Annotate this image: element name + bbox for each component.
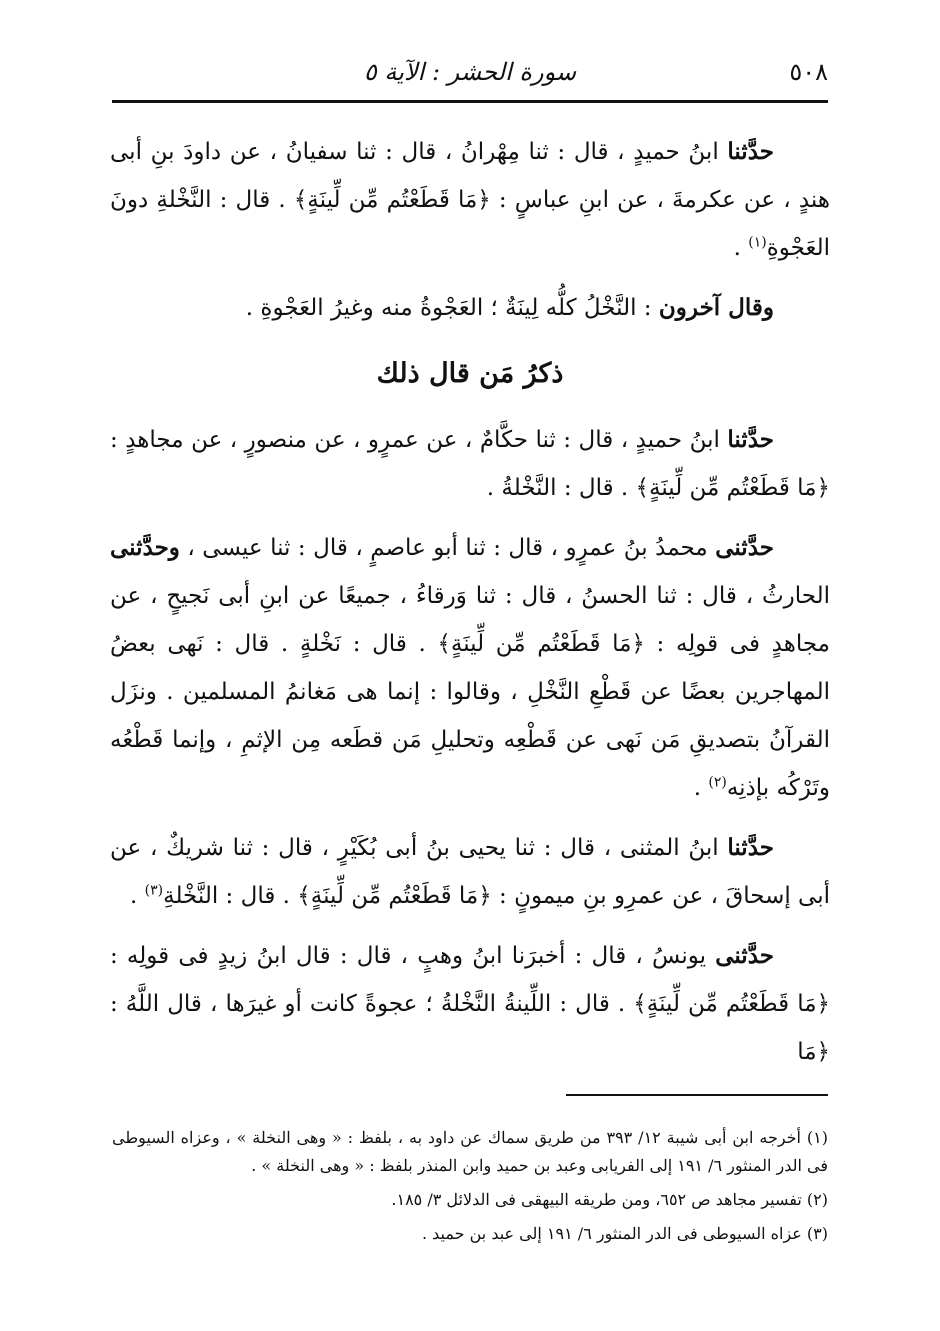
footnote-ref[interactable]: (١)	[748, 234, 767, 251]
page-number: ٥٠٨	[789, 58, 828, 86]
paragraph-5	[110, 824, 830, 920]
paragraph-end: .	[693, 775, 709, 801]
paragraph-end: .	[130, 883, 145, 909]
paragraph-text: محمدُ بنُ عمرٍو ، قال : ثنا أبو عاصمٍ ، قال : ثنا عيسى ،	[179, 535, 716, 561]
paragraph-text-second: الحارثُ ، قال : ثنا الحسنُ ، قال : ثنا وَرقاءُ ، جميعًا عن ابنِ أبى نَجيحٍ ، عن مجاهدٍ فى قولِه : ﴿مَا قَطَعْتُم مِّن لِّينَةٍ﴾ . قال : نَخْلةٍ . قال : نَهى بعضُ المهاجرين بعضًا عن قَطْعِ النَّخْلِ ، وقالوا : إنما هى مَغانمُ المسلمين . ونزَل القرآنُ بتصديقِ مَن نَهى عن قَطْعِه وتحليلِ مَن قطَعه مِن الإثمِ ، وإنما قَطْعُه وتَرْكُه بإذنِه	[110, 583, 830, 801]
paragraph-lead: حدَّثنى	[715, 942, 774, 969]
footnote-rule	[566, 1094, 828, 1096]
paragraph-text: ابنُ المثنى ، قال : ثنا يحيى بنُ أبى بُكَيْرٍ ، قال : ثنا شريكٌ ، عن أبى إسحاقَ ، عن عمرِو بنِ ميمونٍ : ﴿مَا قَطَعْتُم مِّن لِّينَةٍ﴾ . قال : النَّخْلةِ	[110, 835, 830, 909]
running-title: سورة الحشر : الآية ٥	[363, 58, 577, 86]
paragraph-text: يونسُ ، قال : أخبرَنا ابنُ وهبٍ ، قال : قال ابنُ زيدٍ فى قولِه : ﴿مَا قَطَعْتُم مِّن لِّينَةٍ﴾ . قال : اللِّينةُ النَّخْلةُ ؛ عجوةً كانت أو غيرَها ، قال اللَّهُ : ﴿مَا	[110, 943, 830, 1065]
paragraph-text: ابنُ حميدٍ ، قال : ثنا مِهْرانُ ، قال : ثنا سفيانُ ، عن داودَ بنِ أبى هندٍ ، عن عكرمةَ ، عن ابنِ عباسٍ : ﴿مَا قَطَعْتُم مِّن لِّينَةٍ﴾ . قال : النَّخْلةِ دونَ العَجْوةِ	[110, 139, 830, 261]
paragraph-lead: حدَّثنا	[727, 834, 774, 861]
footnote-3: (٣) عزاه السيوطى فى الدر المنثور ٦/ ١٩١ إلى عبد بن حميد .	[421, 1224, 828, 1243]
paragraph-lead: حدَّثنا	[727, 138, 774, 165]
paragraph-lead: وقال آخرون	[658, 294, 774, 321]
main-text	[110, 128, 830, 1088]
footnotes	[112, 1124, 828, 1254]
page-header	[112, 58, 828, 92]
paragraph-2	[110, 284, 830, 332]
paragraph-3	[110, 416, 830, 512]
paragraph-6	[110, 932, 830, 1076]
section-heading: ذكرُ مَن قال ذلك	[376, 358, 564, 389]
paragraph-text: : النَّخْلُ كلُّه لِينَةٌ ؛ العَجْوةُ منه وغيرُ العَجْوةِ .	[245, 295, 659, 321]
paragraph-4	[110, 524, 830, 812]
paragraph-text: ابنُ حميدٍ ، قال : ثنا حكَّامٌ ، عن عمرٍو ، عن منصورٍ ، عن مجاهدٍ : ﴿مَا قَطَعْتُم مِّن لِّينَةٍ﴾ . قال : النَّخْلةُ .	[110, 427, 830, 501]
paragraph-lead: حدَّثنا	[727, 426, 774, 453]
paragraph-lead: حدَّثنى	[715, 534, 774, 561]
footnote-ref[interactable]: (٣)	[144, 882, 164, 899]
paragraph-end: .	[733, 235, 749, 261]
paragraph-lead-second: وحدَّثنى	[110, 534, 180, 561]
header-rule	[112, 100, 828, 103]
footnote-2: (٢) تفسير مجاهد ص ٦٥٢، ومن طريقه البيهقى فى الدلائل ٣/ ١٨٥.	[391, 1190, 828, 1209]
paragraph-1	[110, 128, 830, 272]
footnote-1: (١) أخرجه ابن أبى شيبة ١٢/ ٣٩٣ من طريق سماك عن داود به ، بلفظ : « وهى النخلة » ، وعزاه السيوطى فى الدر المنثور ٦/ ١٩١ إلى الفريابى وعبد بن حميد وابن المنذر بلفظ : « وهى النخلة » .	[112, 1128, 829, 1175]
footnote-ref[interactable]: (٢)	[708, 774, 727, 791]
